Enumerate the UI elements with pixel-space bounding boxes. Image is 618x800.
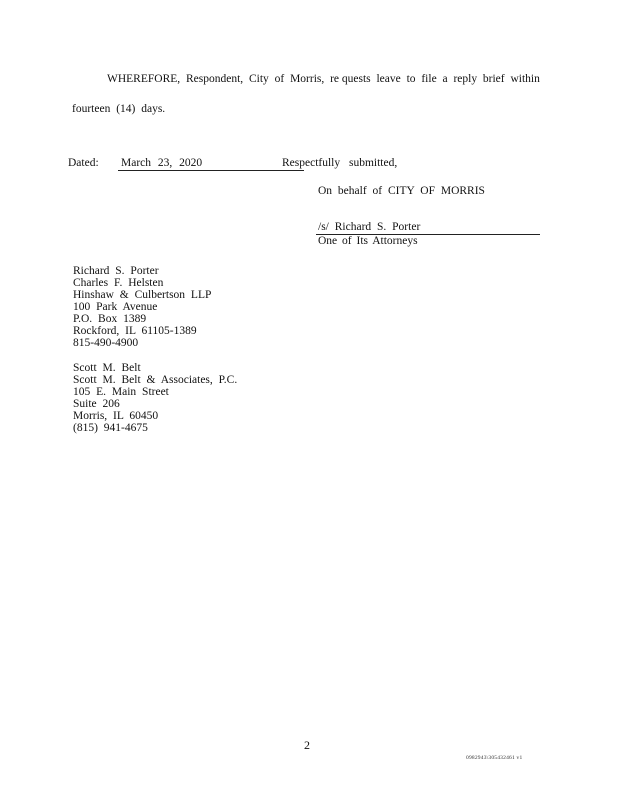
closing-text: Respectfully submitted, (282, 157, 398, 169)
counsel-line: Scott M. Belt & Associates, P.C. (73, 374, 238, 386)
counsel-line: Suite 206 (73, 398, 120, 410)
dated-underline (118, 170, 304, 171)
word: file (421, 73, 437, 85)
document-id: 0982943\305432461 v1 (466, 755, 523, 761)
counsel-line: 105 E. Main Street (73, 386, 169, 398)
signature-title: One of Its Attorneys (318, 235, 418, 247)
word: Morris, (290, 73, 325, 85)
word: of (274, 73, 285, 85)
word: to (406, 73, 416, 85)
counsel-line: Scott M. Belt (73, 362, 141, 374)
counsel-line: Morris, IL 60450 (73, 410, 159, 422)
electronic-signature: /s/ Richard S. Porter (318, 221, 421, 233)
counsel-line: P.O. Box 1389 (73, 313, 147, 325)
counsel-block-2 (73, 362, 237, 434)
word: a (442, 73, 448, 85)
body-paragraph-line-1 (107, 73, 540, 85)
counsel-line: 100 Park Avenue (73, 301, 158, 313)
counsel-line: Richard S. Porter (73, 265, 159, 277)
word: re quests (330, 73, 371, 85)
word: leave (376, 73, 401, 85)
dated-label: Dated: (68, 157, 99, 169)
word: City (249, 73, 269, 85)
word: Respondent, (185, 73, 244, 85)
counsel-line: Rockford, IL 61105-1389 (73, 325, 197, 337)
word: WHEREFORE, (107, 73, 181, 85)
word: within (510, 73, 540, 85)
word: reply (453, 73, 478, 85)
on-behalf-text: On behalf of CITY OF MORRIS (318, 185, 485, 197)
dated-value: March 23, 2020 (121, 157, 203, 169)
counsel-line: 815-490-4900 (73, 337, 139, 349)
word: brief (482, 73, 505, 85)
counsel-line: (815) 941-4675 (73, 422, 148, 434)
counsel-line: Charles F. Helsten (73, 277, 164, 289)
body-paragraph-line-2: fourteen (14) days. (72, 103, 166, 115)
counsel-block-1 (73, 265, 211, 349)
page-number: 2 (304, 738, 310, 752)
counsel-line: Hinshaw & Culbertson LLP (73, 289, 212, 301)
